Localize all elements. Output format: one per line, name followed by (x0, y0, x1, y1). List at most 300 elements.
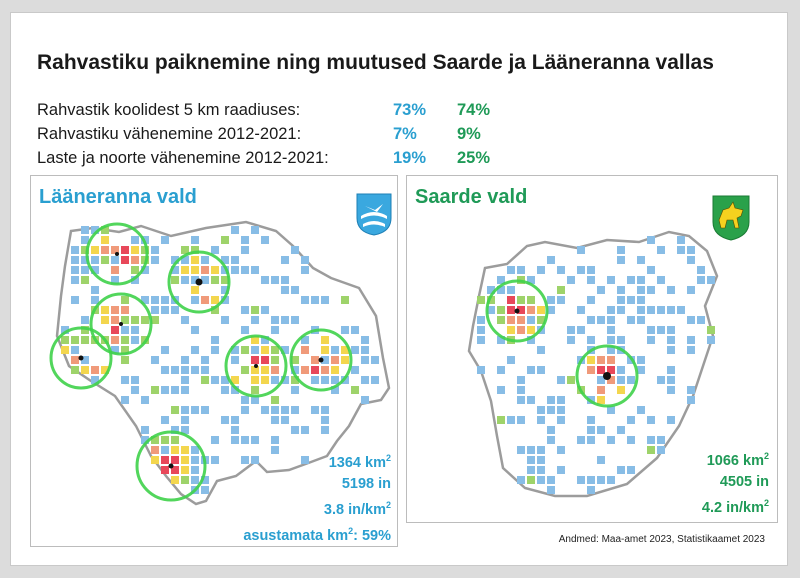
population-cell (271, 276, 279, 284)
population-cell (687, 386, 695, 394)
population-cell (221, 316, 229, 324)
laaneranna-facts (243, 448, 391, 547)
population-cell (537, 466, 545, 474)
population-cell (191, 456, 199, 464)
population-cell (171, 476, 179, 484)
population-cell (341, 326, 349, 334)
saarde-density: 4.2 $in/km^2$ (701, 498, 769, 516)
population-cell (517, 266, 525, 274)
population-cell (161, 456, 169, 464)
population-cell (171, 406, 179, 414)
population-cell (201, 406, 209, 414)
population-cell (637, 276, 645, 284)
population-cell (281, 416, 289, 424)
population-cell (81, 226, 89, 234)
population-cell (161, 296, 169, 304)
population-cell (91, 286, 99, 294)
population-cell (231, 226, 239, 234)
population-cell (261, 346, 269, 354)
population-cell (211, 296, 219, 304)
population-cell (251, 346, 259, 354)
population-cell (497, 366, 505, 374)
population-cell (637, 286, 645, 294)
population-cell (171, 456, 179, 464)
population-cell (301, 346, 309, 354)
population-cell (71, 336, 79, 344)
population-cell (111, 306, 119, 314)
population-cell (161, 366, 169, 374)
population-cell (371, 356, 379, 364)
population-cell (211, 376, 219, 384)
population-cell (261, 306, 269, 314)
population-cell (527, 456, 535, 464)
population-cell (111, 316, 119, 324)
population-cell (71, 246, 79, 254)
population-cell (497, 316, 505, 324)
population-cell (191, 266, 199, 274)
population-cell (547, 436, 555, 444)
population-cell (171, 446, 179, 454)
population-cell (547, 476, 555, 484)
population-cell (647, 416, 655, 424)
population-cell (557, 406, 565, 414)
population-cell (131, 386, 139, 394)
population-cell (241, 396, 249, 404)
population-cell (677, 306, 685, 314)
population-cell (517, 416, 525, 424)
population-cell (547, 486, 555, 494)
population-cell (151, 256, 159, 264)
population-cell (517, 386, 525, 394)
population-cell (507, 416, 515, 424)
population-cell (191, 296, 199, 304)
population-cell (567, 276, 575, 284)
population-cell (281, 276, 289, 284)
population-cell (241, 246, 249, 254)
population-cell (637, 306, 645, 314)
population-cell (211, 336, 219, 344)
population-cell (321, 416, 329, 424)
infographic-card (10, 12, 788, 566)
saarde-title: Saarde vald (415, 186, 528, 208)
population-cell (81, 336, 89, 344)
population-cell (657, 376, 665, 384)
population-cell (211, 346, 219, 354)
population-cell (667, 306, 675, 314)
population-cell (251, 436, 259, 444)
population-cell (191, 326, 199, 334)
population-cell (507, 266, 515, 274)
population-cell (261, 236, 269, 244)
population-cell (191, 476, 199, 484)
population-cell (161, 446, 169, 454)
population-cell (161, 466, 169, 474)
population-cell (537, 266, 545, 274)
stat-label: Rahvastiku vähenemine 2012-2021: (37, 125, 302, 143)
population-cell (527, 296, 535, 304)
population-cell (251, 266, 259, 274)
population-cell (321, 366, 329, 374)
population-cell (181, 446, 189, 454)
population-cell (707, 276, 715, 284)
population-cell (121, 376, 129, 384)
population-cell (607, 326, 615, 334)
population-cell (497, 306, 505, 314)
stat-value-saarde: 74% (457, 101, 491, 119)
population-cell (687, 316, 695, 324)
population-cell (161, 306, 169, 314)
population-cell (231, 256, 239, 264)
population-cell (667, 336, 675, 344)
population-cell (587, 356, 595, 364)
population-cell (111, 326, 119, 334)
school-location-dot (115, 252, 119, 256)
population-cell (627, 436, 635, 444)
population-cell (81, 276, 89, 284)
school-location-dot (319, 358, 324, 363)
population-cell (537, 456, 545, 464)
population-cell (171, 276, 179, 284)
population-cell (71, 256, 79, 264)
population-cell (71, 266, 79, 274)
population-cell (121, 326, 129, 334)
population-cell (331, 366, 339, 374)
population-cell (687, 336, 695, 344)
population-cell (231, 436, 239, 444)
population-cell (341, 356, 349, 364)
population-cell (361, 396, 369, 404)
data-source: Andmed: Maa-amet 2023, Statistikaamet 2023 (558, 534, 765, 545)
school-location-dot (515, 309, 520, 314)
population-cell (211, 266, 219, 274)
population-cell (181, 266, 189, 274)
population-cell (321, 426, 329, 434)
population-cell (271, 356, 279, 364)
population-cell (657, 276, 665, 284)
population-cell (647, 306, 655, 314)
population-cell (557, 296, 565, 304)
population-cell (141, 396, 149, 404)
population-cell (527, 326, 535, 334)
population-cell (301, 256, 309, 264)
population-cell (201, 256, 209, 264)
population-cell (517, 376, 525, 384)
population-cell (161, 346, 169, 354)
population-cell (221, 236, 229, 244)
population-cell (587, 416, 595, 424)
population-cell (577, 476, 585, 484)
population-cell (281, 286, 289, 294)
population-cell (261, 366, 269, 374)
population-cell (121, 336, 129, 344)
population-cell (251, 226, 259, 234)
stat-label: Rahvastik koolidest 5 km raadiuses: (37, 101, 301, 119)
population-cell (191, 256, 199, 264)
population-cell (271, 316, 279, 324)
population-cell (251, 316, 259, 324)
population-cell (161, 436, 169, 444)
saarde-unsettled (621, 519, 769, 523)
population-cell (121, 356, 129, 364)
population-cell (201, 486, 209, 494)
population-cell (587, 316, 595, 324)
saarde-facts (621, 446, 769, 523)
laaneranna-area: 1364 $km^2$ (328, 453, 391, 471)
population-cell (647, 286, 655, 294)
population-cell (331, 346, 339, 354)
saarde-panel (406, 175, 778, 523)
population-cell (321, 406, 329, 414)
population-cell (537, 446, 545, 454)
population-cell (301, 266, 309, 274)
population-cell (537, 346, 545, 354)
population-cell (477, 366, 485, 374)
saarde-population: 4505 in (719, 474, 769, 490)
population-cell (597, 366, 605, 374)
stat-value-laaneranna: 73% (393, 101, 427, 119)
population-cell (577, 246, 585, 254)
population-cell (537, 416, 545, 424)
laaneranna-density: 3.8 $in/km^2$ (323, 500, 391, 518)
population-cell (477, 326, 485, 334)
population-cell (291, 286, 299, 294)
population-cell (201, 296, 209, 304)
school-location-dot (603, 372, 611, 380)
population-cell (527, 476, 535, 484)
population-cell (517, 446, 525, 454)
population-cell (241, 366, 249, 374)
population-cell (697, 266, 705, 274)
school-location-dot (254, 364, 258, 368)
population-cell (241, 236, 249, 244)
population-cell (101, 256, 109, 264)
population-cell (181, 386, 189, 394)
laaneranna-panel (30, 175, 398, 547)
population-cell (131, 256, 139, 264)
population-cell (121, 396, 129, 404)
population-cell (341, 296, 349, 304)
population-cell (667, 286, 675, 294)
population-cell (241, 346, 249, 354)
population-cell (587, 276, 595, 284)
population-cell (71, 296, 79, 304)
population-cell (627, 376, 635, 384)
population-cell (607, 356, 615, 364)
population-cell (607, 476, 615, 484)
population-cell (657, 436, 665, 444)
population-cell (101, 306, 109, 314)
population-cell (241, 406, 249, 414)
population-cell (557, 266, 565, 274)
population-cell (617, 256, 625, 264)
population-cell (597, 316, 605, 324)
population-cell (191, 236, 199, 244)
population-cell (241, 436, 249, 444)
population-cell (527, 396, 535, 404)
population-cell (587, 486, 595, 494)
population-cell (311, 366, 319, 374)
population-cell (151, 306, 159, 314)
population-cell (567, 376, 575, 384)
population-cell (657, 306, 665, 314)
population-cell (271, 326, 279, 334)
population-cell (577, 436, 585, 444)
population-cell (587, 336, 595, 344)
population-cell (131, 316, 139, 324)
population-cell (547, 396, 555, 404)
population-cell (311, 356, 319, 364)
population-cell (171, 366, 179, 374)
population-cell (657, 326, 665, 334)
population-cell (587, 366, 595, 374)
population-cell (151, 456, 159, 464)
population-cell (291, 316, 299, 324)
population-cell (637, 256, 645, 264)
population-cell (271, 406, 279, 414)
population-cell (577, 306, 585, 314)
population-cell (81, 366, 89, 374)
population-cell (597, 286, 605, 294)
population-cell (131, 236, 139, 244)
population-cell (321, 376, 329, 384)
population-cell (597, 386, 605, 394)
population-cell (687, 346, 695, 354)
population-cell (191, 466, 199, 474)
population-cell (647, 326, 655, 334)
population-cell (361, 356, 369, 364)
population-cell (61, 336, 69, 344)
population-cell (301, 296, 309, 304)
population-cell (131, 326, 139, 334)
population-cell (517, 326, 525, 334)
population-cell (687, 256, 695, 264)
stat-label: Laste ja noorte vähenemine 2012-2021: (37, 149, 329, 167)
population-cell (171, 436, 179, 444)
population-cell (271, 436, 279, 444)
population-cell (667, 326, 675, 334)
population-cell (607, 436, 615, 444)
population-cell (241, 326, 249, 334)
population-cell (507, 286, 515, 294)
population-cell (497, 416, 505, 424)
population-cell (211, 456, 219, 464)
population-cell (71, 276, 79, 284)
population-cell (261, 376, 269, 384)
population-cell (271, 366, 279, 374)
population-cell (527, 446, 535, 454)
population-cell (677, 236, 685, 244)
population-cell (201, 376, 209, 384)
population-cell (567, 336, 575, 344)
population-cell (517, 396, 525, 404)
population-cell (637, 356, 645, 364)
population-cell (517, 316, 525, 324)
population-cell (607, 316, 615, 324)
population-cell (131, 246, 139, 254)
population-cell (627, 416, 635, 424)
population-cell (181, 276, 189, 284)
population-cell (667, 376, 675, 384)
population-cell (61, 346, 69, 354)
population-cell (121, 246, 129, 254)
population-cell (637, 296, 645, 304)
population-cell (537, 476, 545, 484)
population-cell (261, 406, 269, 414)
population-cell (181, 376, 189, 384)
population-cell (351, 346, 359, 354)
population-cell (527, 366, 535, 374)
population-cell (151, 246, 159, 254)
population-cell (537, 306, 545, 314)
population-cell (71, 346, 79, 354)
population-cell (687, 396, 695, 404)
population-cell (251, 376, 259, 384)
population-cell (141, 426, 149, 434)
population-cell (181, 406, 189, 414)
population-cell (617, 336, 625, 344)
population-cell (271, 376, 279, 384)
population-cell (647, 436, 655, 444)
population-cell (627, 316, 635, 324)
population-cell (617, 376, 625, 384)
population-cell (161, 236, 169, 244)
population-cell (597, 396, 605, 404)
population-cell (151, 296, 159, 304)
population-cell (547, 296, 555, 304)
population-cell (627, 276, 635, 284)
school-location-dot (79, 356, 84, 361)
population-cell (361, 376, 369, 384)
population-cell (81, 316, 89, 324)
population-cell (587, 476, 595, 484)
population-cell (637, 316, 645, 324)
population-cell (191, 406, 199, 414)
population-cell (161, 386, 169, 394)
population-cell (181, 456, 189, 464)
laaneranna-population: 5198 in (341, 476, 391, 492)
population-cell (647, 236, 655, 244)
population-cell (191, 346, 199, 354)
population-cell (131, 376, 139, 384)
population-cell (527, 306, 535, 314)
population-cell (667, 366, 675, 374)
population-cell (211, 246, 219, 254)
population-cell (667, 416, 675, 424)
population-cell (241, 306, 249, 314)
population-cell (251, 306, 259, 314)
population-cell (547, 426, 555, 434)
population-cell (221, 386, 229, 394)
population-cell (527, 466, 535, 474)
population-cell (547, 406, 555, 414)
population-cell (71, 356, 79, 364)
population-cell (667, 346, 675, 354)
population-cell (161, 416, 169, 424)
population-cell (291, 246, 299, 254)
population-cell (101, 236, 109, 244)
population-cell (597, 476, 605, 484)
population-cell (587, 266, 595, 274)
population-cell (221, 416, 229, 424)
population-cell (517, 476, 525, 484)
population-cell (707, 336, 715, 344)
population-cell (647, 336, 655, 344)
population-cell (321, 346, 329, 354)
population-cell (251, 386, 259, 394)
population-cell (331, 356, 339, 364)
population-cell (361, 336, 369, 344)
population-cell (121, 306, 129, 314)
